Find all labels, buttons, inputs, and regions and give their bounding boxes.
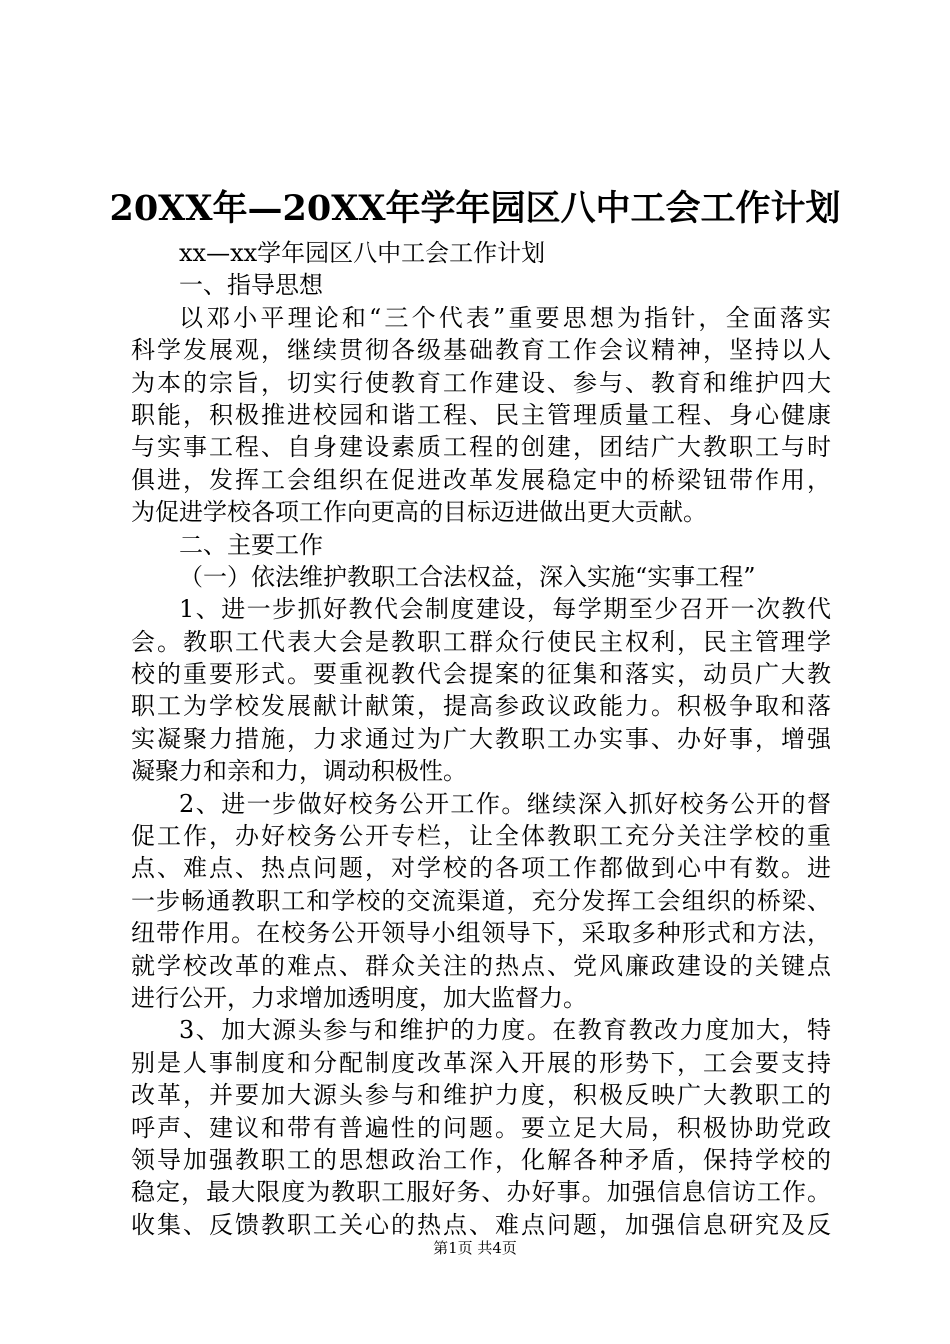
paragraph-line: 呼声、建议和带有普遍性的问题。要立足大局，积极协助党政	[131, 1113, 831, 1142]
paragraph-line: 与实事工程、自身建设素质工程的创建，团结广大教职工与时	[131, 433, 831, 462]
subtitle-line: xx—xx学年园区八中工会工作计划	[179, 239, 546, 267]
paragraph-line: 促工作，办好校务公开专栏，让全体教职工充分关注学校的重	[131, 822, 831, 851]
paragraph-line: 校的重要形式。要重视教代会提案的征集和落实，动员广大教	[131, 660, 831, 689]
paragraph-line: 以邓小平理论和“三个代表”重要思想为指针，全面落实	[179, 303, 831, 332]
paragraph-line: 3、加大源头参与和维护的力度。在教育教改力度加大，特	[179, 1016, 831, 1045]
paragraph-line: 俱进，发挥工会组织在促进改革发展稳定中的桥梁钮带作用，	[131, 465, 831, 494]
paragraph-line: 一步畅通教职工和学校的交流渠道，充分发挥工会组织的桥梁、	[131, 886, 831, 915]
paragraph-line: 科学发展观，继续贯彻各级基础教育工作会议精神，坚持以人	[131, 336, 831, 365]
paragraph-line: 会。教职工代表大会是教职工群众行使民主权利，民主管理学	[131, 627, 831, 656]
subsection-heading: （一）依法维护教职工合法权益，深入实施“实事工程”	[179, 562, 756, 591]
paragraph-line: 职能，积极推进校园和谐工程、民主管理质量工程、身心健康	[131, 400, 831, 429]
paragraph-line: 收集、反馈教职工关心的热点、难点问题，加强信息研究及反	[131, 1210, 831, 1239]
paragraph-line: 1、进一步抓好教代会制度建设，每学期至少召开一次教代	[179, 595, 831, 624]
paragraph-line: 改革，并要加大源头参与和维护力度，积极反映广大教职工的	[131, 1081, 831, 1110]
document-title: 20XX年—20XX年学年园区八中工会工作计划	[109, 188, 841, 229]
section-heading-guiding-ideology: 一、指导思想	[179, 271, 323, 300]
paragraph-line: 为本的宗旨，切实行使教育工作建设、参与、教育和维护四大	[131, 368, 831, 397]
page-number-footer: 第1页 共4页	[433, 1239, 517, 1257]
section-heading-main-work: 二、主要工作	[179, 530, 323, 559]
paragraph-line: 进行公开，力求增加透明度，加大监督力。	[131, 983, 587, 1012]
paragraph-line: 凝聚力和亲和力，调动积极性。	[131, 757, 467, 786]
paragraph-line: 别是人事制度和分配制度改革深入开展的形势下，工会要支持	[131, 1048, 831, 1077]
paragraph-line: 2、进一步做好校务公开工作。继续深入抓好校务公开的督	[179, 789, 831, 818]
paragraph-line: 就学校改革的难点、群众关注的热点、党风廉政建设的关键点	[131, 951, 831, 980]
paragraph-line: 职工为学校发展献计献策，提高参政议政能力。积极争取和落	[131, 692, 831, 721]
paragraph-line: 领导加强教职工的思想政治工作，化解各种矛盾，保持学校的	[131, 1145, 831, 1174]
paragraph-line: 实凝聚力措施，力求通过为广大教职工办实事、办好事，增强	[131, 724, 831, 753]
document-body	[131, 237, 831, 1241]
paragraph-line: 纽带作用。在校务公开领导小组领导下，采取多种形式和方法，	[131, 919, 831, 948]
paragraph-line: 为促进学校各项工作向更高的目标迈进做出更大贡献。	[131, 498, 707, 527]
paragraph-line: 稳定，最大限度为教职工服好务、办好事。加强信息信访工作。	[131, 1178, 831, 1207]
paragraph-line: 点、难点、热点问题，对学校的各项工作都做到心中有数。进	[131, 854, 831, 883]
